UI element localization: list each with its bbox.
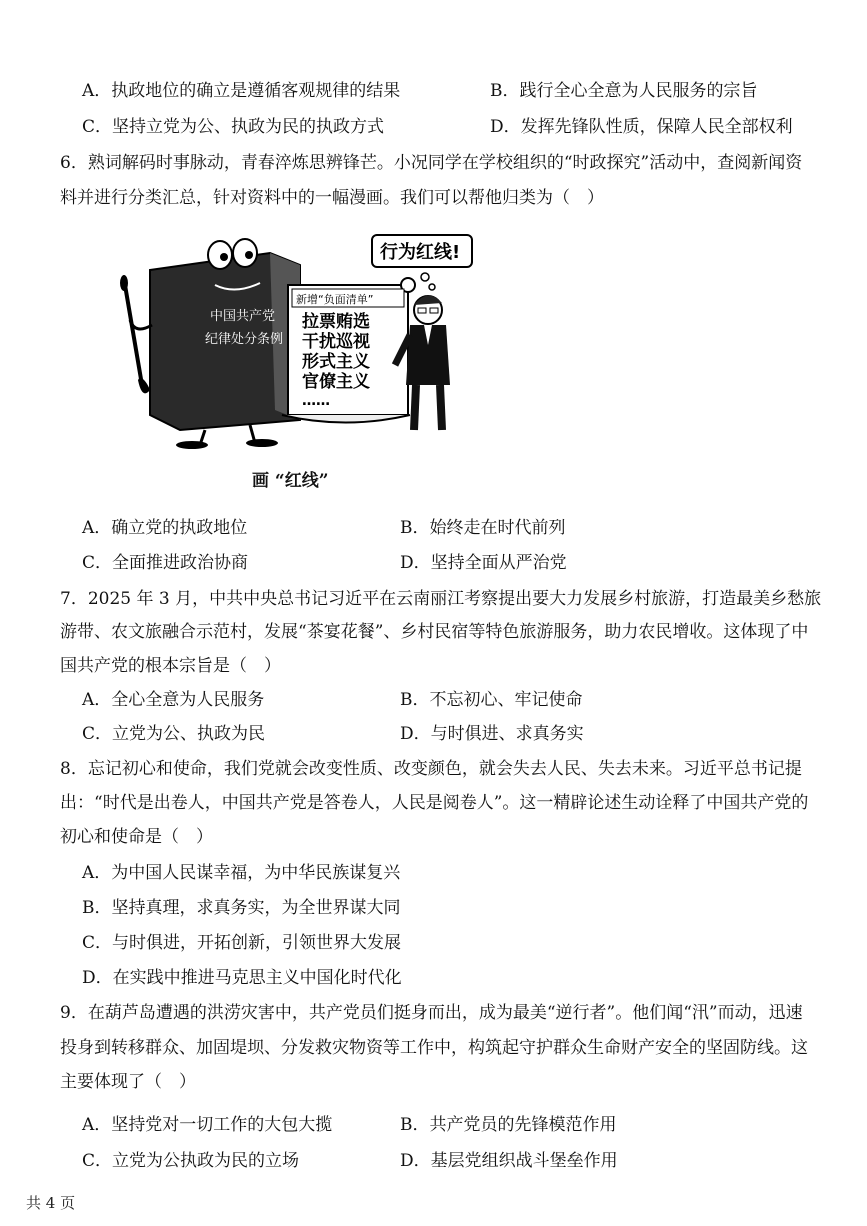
q7-stem-line-2: 游带、农文旅融合示范村，发展“茶宴花餐”、乡村民宿等特色旅游服务，助力农民增收。这体现了中: [60, 622, 809, 642]
q9-stem-line-3: 主要体现了（ ）: [60, 1072, 196, 1092]
q9-option-a: A．坚持党对一切工作的大包大揽: [82, 1115, 333, 1135]
cartoon-list-item: 拉票贿选: [302, 312, 370, 332]
q8-option-d: D．在实践中推进马克思主义中国化时代化: [82, 968, 402, 988]
q7-option-a: A．全心全意为人民服务: [82, 690, 265, 710]
cartoon-speech: 行为红线!: [380, 242, 461, 263]
svg-text:中国共产党: 中国共产党: [210, 309, 276, 324]
q6-option-a: A．确立党的执政地位: [82, 518, 248, 538]
q9-stem-line-2: 投身到转移群众、加固堤坝、分发救灾物资等工作中，构筑起守护群众生命财产安全的坚固防线。这: [60, 1038, 808, 1058]
q7-option-b: B．不忘初心、牢记使命: [400, 690, 583, 710]
cartoon-list-item: 干扰巡视: [302, 332, 370, 352]
q8-option-a: A．为中国人民谋幸福，为中华民族谋复兴: [82, 863, 401, 883]
svg-text:纪律处分条例: 纪律处分条例: [205, 332, 284, 347]
red-line-cartoon: [110, 225, 490, 450]
q9-option-c: C．立党为公执政为民的立场: [82, 1151, 300, 1171]
q9-stem-line-1: 9．在葫芦岛遭遇的洪涝灾害中，共产党员们挺身而出，成为最美“逆行者”。他们闻“汛”而动，迅速: [60, 1003, 803, 1023]
q8-option-b: B．坚持真理，求真务实，为全世界谋大同: [82, 898, 401, 918]
q6-option-d: D．坚持全面从严治党: [400, 553, 567, 573]
q8-stem-line-1: 8．忘记初心和使命，我们党就会改变性质、改变颜色，就会失去人民、失去未来。习近平总书记提: [60, 759, 802, 779]
q6-option-b: B．始终走在时代前列: [400, 518, 566, 538]
q6-stem-line-2: 料并进行分类汇总，针对资料中的一幅漫画。我们可以帮他归类为（ ）: [60, 188, 604, 208]
q7-stem-line-3: 国共产党的根本宗旨是（ ）: [60, 656, 281, 676]
q9-option-b: B．共产党员的先锋模范作用: [400, 1115, 617, 1135]
cartoon-banner: 新增“负面清单”: [296, 293, 374, 306]
q7-option-c: C．立党为公、执政为民: [82, 724, 266, 744]
q5-option-d: D．发挥先锋队性质，保障人民全部权利: [490, 117, 793, 137]
cartoon-caption: 画 “红线”: [252, 471, 329, 491]
q7-option-d: D．与时俱进、求真务实: [400, 724, 584, 744]
cartoon-list-item: 形式主义: [302, 352, 370, 372]
q8-stem-line-3: 初心和使命是（ ）: [60, 827, 213, 847]
q9-option-d: D．基层党组织战斗堡垒作用: [400, 1151, 618, 1171]
q8-stem-line-2: 出：“时代是出卷人，中国共产党是答卷人，人民是阅卷人”。这一精辟论述生动诠释了中国共产党的: [60, 793, 809, 813]
cartoon-list-item: ……: [302, 393, 330, 409]
q5-option-b: B．践行全心全意为人民服务的宗旨: [490, 81, 758, 101]
q5-option-c: C．坚持立党为公、执政为民的执政方式: [82, 117, 385, 137]
cartoon-list-item: 官僚主义: [302, 372, 370, 392]
q6-stem-line-1: 6．熟词解码时事脉动，青春淬炼思辨锋芒。小况同学在学校组织的“时政探究”活动中，查阅新闻资: [60, 153, 803, 173]
q5-option-a: A．执政地位的确立是遵循客观规律的结果: [82, 81, 401, 101]
q8-option-c: C．与时俱进，开拓创新，引领世界大发展: [82, 933, 402, 953]
q7-stem-line-1: 7．2025 年 3 月，中共中央总书记习近平在云南丽江考察提出要大力发展乡村旅游，打造最美乡愁旅: [60, 589, 822, 609]
page-footer: 共 4 页: [26, 1194, 76, 1212]
q6-option-c: C．全面推进政治协商: [82, 553, 249, 573]
